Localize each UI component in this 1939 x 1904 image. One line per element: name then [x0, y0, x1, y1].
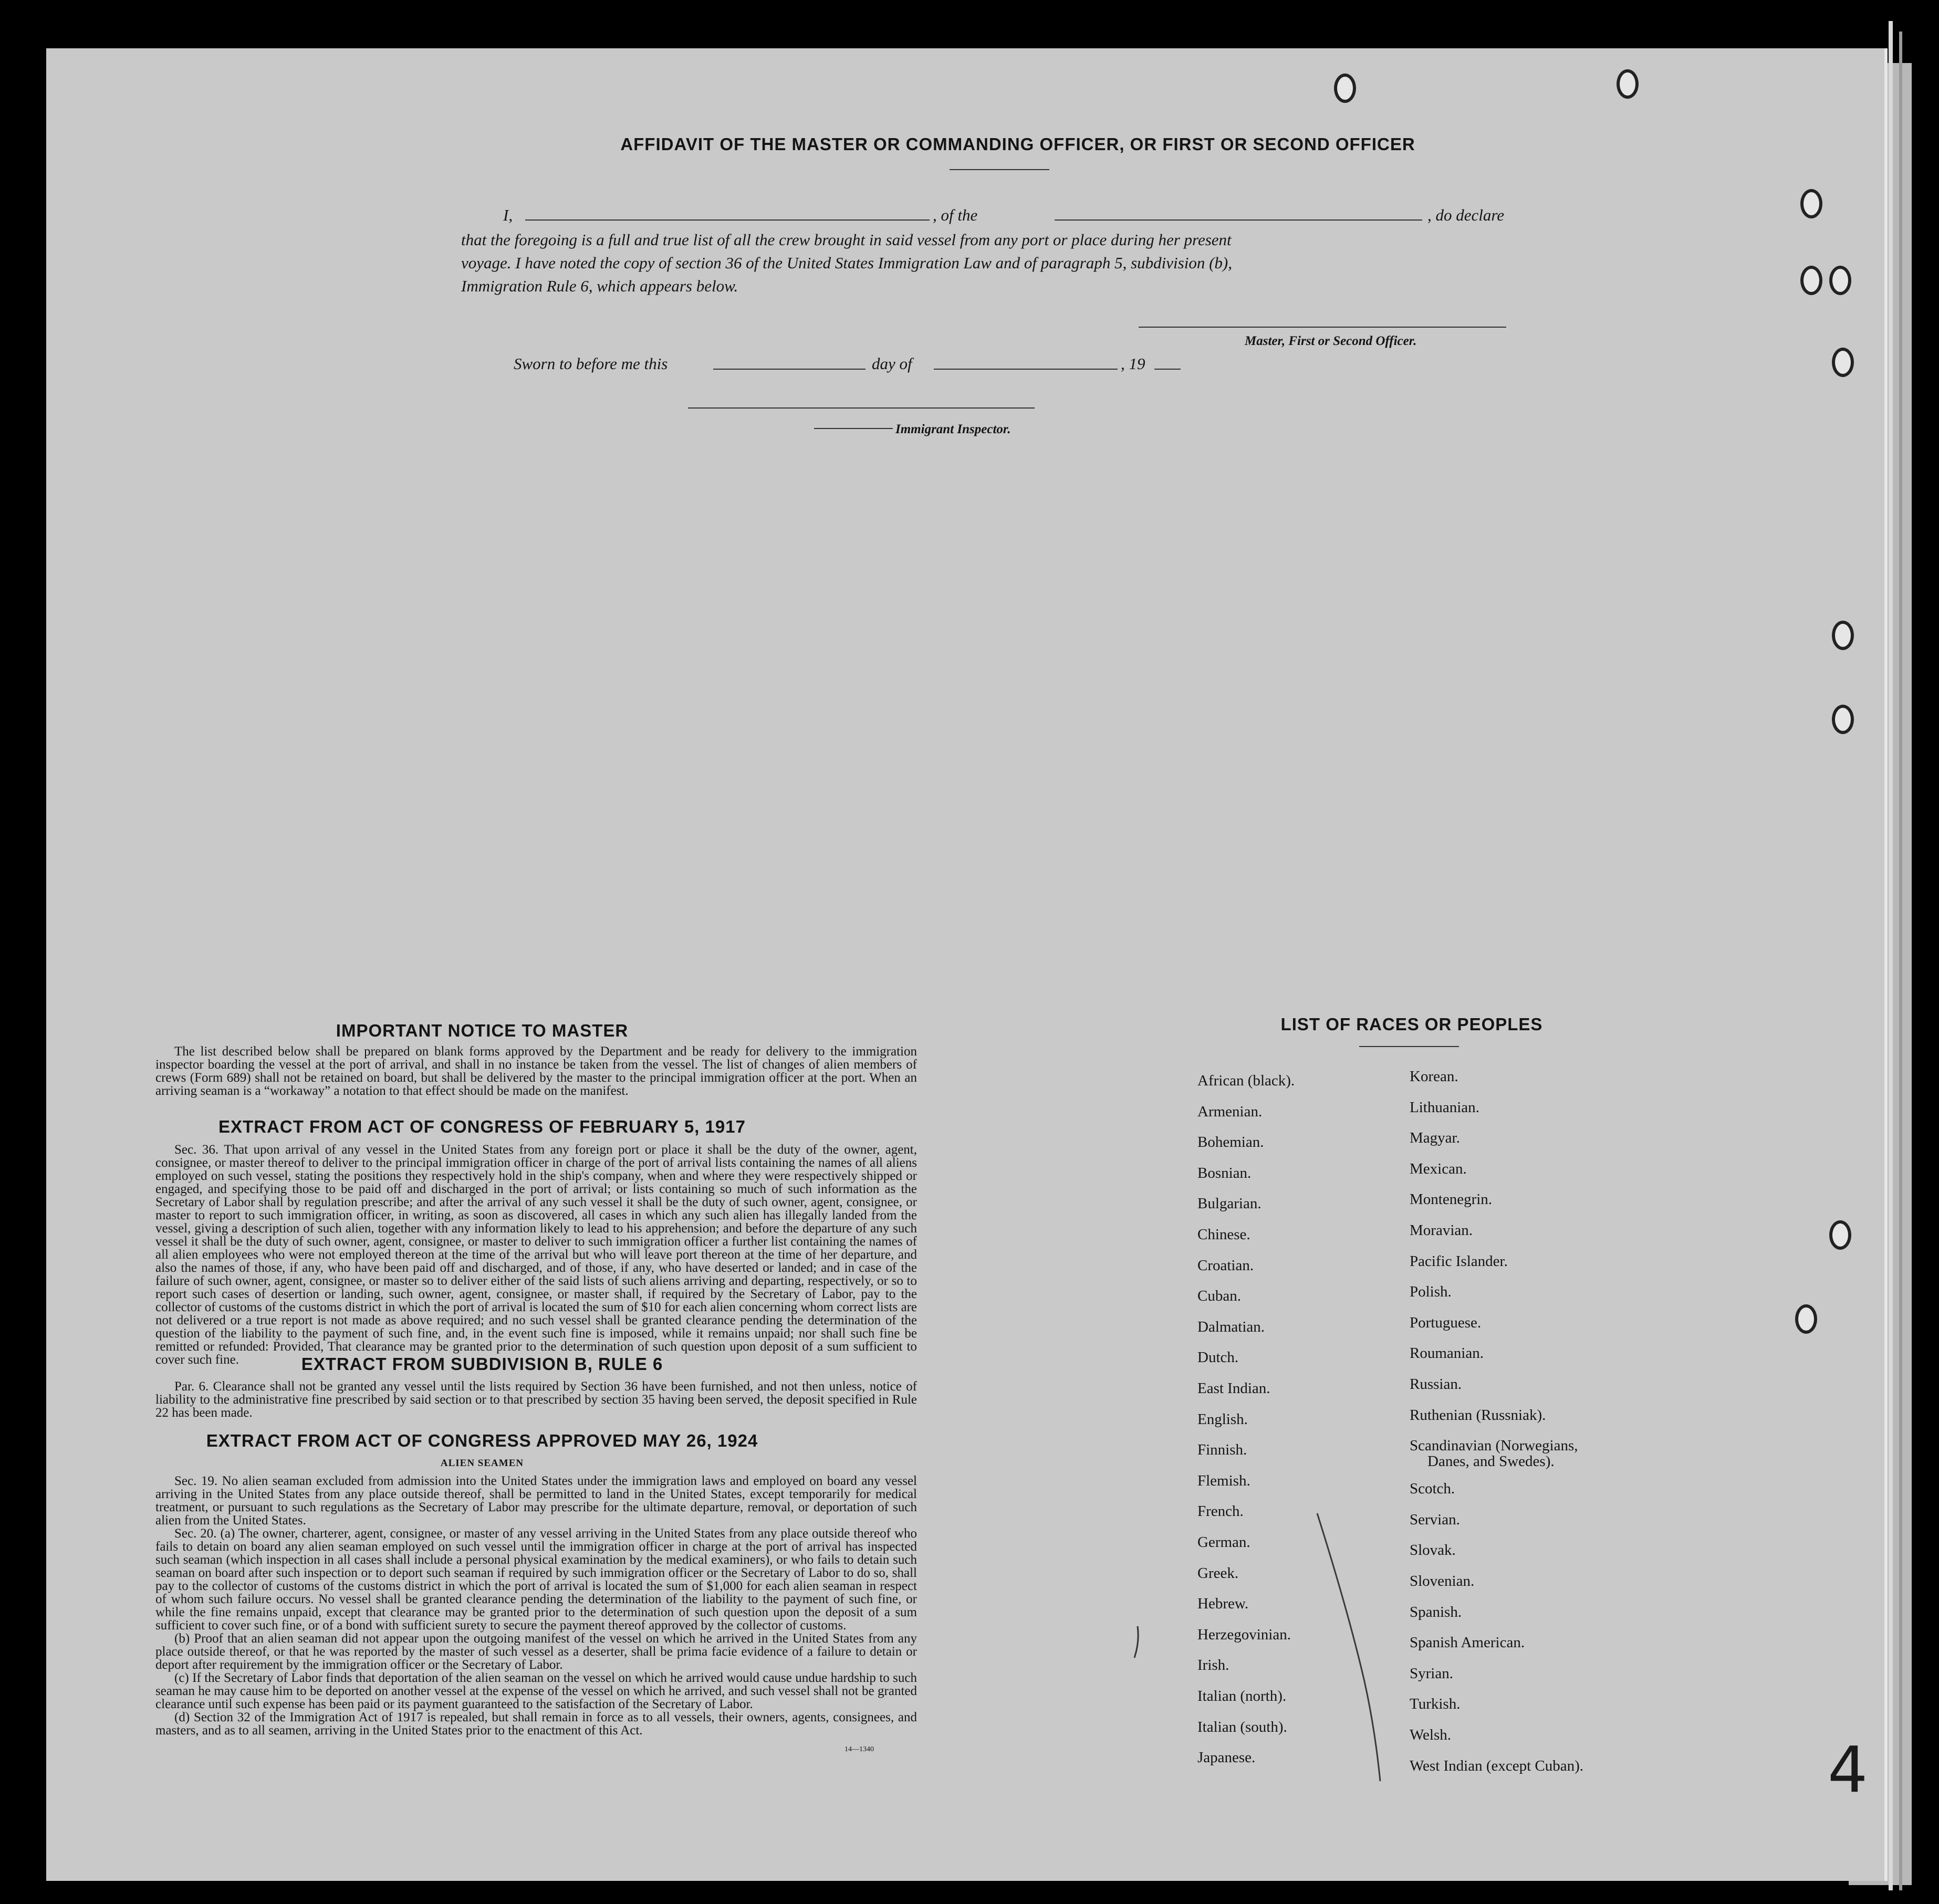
- race-item: Dutch.: [1197, 1349, 1239, 1366]
- master-label: Master, First or Second Officer.: [1245, 334, 1417, 348]
- race-item: English.: [1197, 1410, 1248, 1428]
- sworn-month-field[interactable]: [934, 369, 1118, 370]
- handwritten-stroke: [1301, 1508, 1406, 1786]
- binder-hole: [1795, 1304, 1817, 1334]
- race-item: Bohemian.: [1197, 1134, 1264, 1151]
- race-item: Welsh.: [1410, 1727, 1452, 1743]
- inspector-name-field[interactable]: [814, 428, 893, 429]
- extract-1924-body: [155, 1474, 917, 1737]
- binder-hole: [1617, 69, 1639, 99]
- race-item: Japanese.: [1197, 1749, 1256, 1766]
- race-item: Italian (north).: [1197, 1688, 1287, 1704]
- race-item: Lithuanian.: [1410, 1099, 1479, 1116]
- divider: [1359, 1046, 1459, 1047]
- handwritten-tick: [1128, 1624, 1144, 1660]
- race-item: Korean.: [1410, 1068, 1458, 1085]
- binder-hole: [1829, 1220, 1851, 1250]
- affidavit-line: that the foregoing is a full and true list of all the crew brought in said vessel from any port or place during her present: [461, 231, 1232, 249]
- name-field[interactable]: [525, 219, 930, 221]
- race-item: Polish.: [1410, 1283, 1452, 1301]
- affidavit-line: voyage. I have noted the copy of section 36 of the United States Immigration Law and of paragraph 5, subdivision (b),: [461, 254, 1232, 272]
- binder-hole: [1829, 266, 1851, 295]
- affidavit-of-the: , of the: [933, 206, 978, 224]
- race-item: Armenian.: [1197, 1103, 1263, 1120]
- day-of-label: day of: [872, 354, 912, 373]
- year-field[interactable]: [1154, 369, 1181, 370]
- race-item: Scandinavian (Norwegians,: [1410, 1437, 1578, 1455]
- sec-19-text: Sec. 19. No alien seaman excluded from admission into the United States under the immigration laws and employed on board any vessel arriving in the United States from any place outside thereof, shall be permitted to land in the United States, except temporarily for medical treatment, or pursuant to such regulations as the Secretary of Labor may prescribe for the ultimate departure, removal, or deportation of such alien from the United States.: [155, 1474, 917, 1528]
- race-item: Servian.: [1410, 1511, 1460, 1528]
- race-item: Russian.: [1410, 1376, 1462, 1393]
- race-item: Spanish American.: [1410, 1634, 1525, 1651]
- race-item: Montenegrin.: [1410, 1191, 1493, 1208]
- affidavit-do-declare: , do declare: [1427, 206, 1505, 224]
- race-item: Irish.: [1197, 1657, 1229, 1674]
- race-item: Ruthenian (Russniak).: [1410, 1406, 1546, 1424]
- binder-hole: [1800, 189, 1822, 218]
- race-item: Moravian.: [1410, 1222, 1473, 1239]
- race-item: Roumanian.: [1410, 1345, 1484, 1362]
- race-item: Spanish.: [1410, 1603, 1462, 1620]
- race-item: Bosnian.: [1197, 1164, 1252, 1181]
- race-item: German.: [1197, 1534, 1250, 1551]
- extract-1924-title: EXTRACT FROM ACT OF CONGRESS APPROVED MAY 26, 1924: [206, 1431, 758, 1450]
- races-title: LIST OF RACES OR PEOPLES: [1280, 1014, 1543, 1034]
- notice-title: IMPORTANT NOTICE TO MASTER: [336, 1021, 629, 1040]
- binder-hole: [1334, 74, 1356, 103]
- race-item: Italian (south).: [1197, 1718, 1287, 1735]
- extract-1917-text: Sec. 36. That upon arrival of any vessel in the United States from any foreign port or place it shall be the duty of the owner, agent, consignee, or master thereof to deliver to the principal immigration officer in charge of the port of arrival lists containing the names of all aliens employed on such vessel, stating the positions they respectively hold in the ship's company, when and where they were respectively shipped or engaged, and specifying those to be paid off and discharged in the port of arrival; or lists containing so much of such information as the Secretary of Labor shall by regulation prescribe; and after the arrival of any such vessel it shall be the duty of such owner, agent, consignee, or master to report to such immigration officer, in writing, as soon as discovered, all cases in which any such alien has illegally landed from the vessel, giving a description of such alien, together with any information likely to lead to his apprehension; and before the departure of any such vessel it shall be the duty of such owner, agent, consignee, or master to deliver to such immigration officer a further list containing the names of all alien employees who were not employed thereon at the time of the arrival but who will leave port thereon at the time of her departure, and also the names of those, if any, who have been paid off and discharged, and of those, if any, who have deserted or landed; and in case of the failure of such owner, agent, consignee, or master so to deliver either of the said lists of such aliens arriving and departing, respectively, or so to report such cases of desertion or landing, such owner, agent, consignee, or master shall, if required by the Secretary of Labor, pay to the collector of customs of the customs district in which the port of arrival is located the sum of $10 for each alien concerning whom correct lists are not delivered or a true report is not made as above required; and no such vessel shall be granted clearance pending the determination of the question of the liability to the payment of such fine, and, in the event such fine is imposed, while it remains unpaid; nor shall such fine be remitted or refunded: Provided, That clearance may be granted prior to the determination of such question upon deposit of a sum sufficient to cover such fine.: [155, 1143, 917, 1367]
- divider: [950, 169, 1049, 170]
- page-edge: [1889, 21, 1893, 1890]
- inspector-label: Immigrant Inspector.: [895, 422, 1011, 436]
- affidavit-line: Immigration Rule 6, which appears below.: [461, 277, 738, 295]
- race-item: Flemish.: [1197, 1472, 1250, 1489]
- binder-hole: [1832, 705, 1854, 734]
- vessel-field[interactable]: [1055, 219, 1422, 221]
- race-item: Chinese.: [1197, 1226, 1250, 1243]
- race-item: Magyar.: [1410, 1129, 1460, 1147]
- race-item: East Indian.: [1197, 1380, 1270, 1397]
- binder-hole: [1832, 348, 1854, 377]
- race-item: Finnish.: [1197, 1441, 1247, 1459]
- race-item: West Indian (except Cuban).: [1410, 1757, 1584, 1774]
- race-item: Portuguese.: [1410, 1314, 1482, 1331]
- race-item: Greek.: [1197, 1564, 1239, 1582]
- inspector-signature-field[interactable]: [688, 407, 1035, 409]
- alien-seamen-subtitle: ALIEN SEAMEN: [440, 1458, 524, 1469]
- race-item: Pacific Islander.: [1410, 1252, 1508, 1270]
- race-item: Turkish.: [1410, 1696, 1461, 1713]
- sworn-label: Sworn to before me this: [514, 354, 668, 373]
- race-item: African (black).: [1197, 1072, 1295, 1089]
- form-number: 14—1340: [845, 1745, 874, 1753]
- sec-20c-text: (c) If the Secretary of Labor finds that deportation of the alien seaman on the vessel on which he arrived would cause undue hardship to such seaman he may cause him to be deported on another vessel at the expense of the vessel on which he arrived, and such vessel shall not be granted clearance until such expense has been paid or its payment guaranteed to the satisfaction of the Secretary of Labor.: [155, 1671, 917, 1711]
- race-item: Danes, and Swedes).: [1427, 1453, 1555, 1470]
- page-edge: [1899, 32, 1902, 1890]
- race-item: Croatian.: [1197, 1257, 1254, 1274]
- sec-20b-text: (b) Proof that an alien seaman did not appear upon the outgoing manifest of the vessel on which he arrived in the United States from any place outside thereof, or that he was reported by the master of such vessel as a deserter, shall be prima facie evidence of a failure to detain or deport after requirement by the immigration officer or the Secretary of Labor.: [155, 1631, 917, 1672]
- year-label: , 19: [1121, 354, 1145, 373]
- sec-20d-text: (d) Section 32 of the Immigration Act of 1917 is repealed, but shall remain in force as to all vessels, their owners, agents, consignees, and masters, and as to all seamen, arriving in the United States prior to the enactment of this Act.: [155, 1710, 917, 1738]
- race-item: Herzegovinian.: [1197, 1626, 1291, 1643]
- race-item: Mexican.: [1410, 1160, 1467, 1177]
- binder-hole: [1832, 621, 1854, 650]
- sworn-day-field[interactable]: [713, 369, 866, 370]
- race-item: Slovenian.: [1410, 1573, 1475, 1589]
- master-signature-field[interactable]: [1139, 327, 1506, 328]
- race-item: Slovak.: [1410, 1542, 1456, 1559]
- race-item: Scotch.: [1410, 1480, 1455, 1498]
- race-item: Hebrew.: [1197, 1595, 1249, 1613]
- margin-mark: 4: [1828, 1734, 1868, 1807]
- extract-rule6-text: Par. 6. Clearance shall not be granted any vessel until the lists required by Section 36 have been furnished, and not then unless, notice of liability to the administrative fine prescribed by said section or to that prescribed by section 35 having been served, the deposit specified in Rule 22 has been made.: [155, 1379, 917, 1420]
- manifest-page: [46, 48, 1888, 1881]
- race-item: Bulgarian.: [1197, 1195, 1262, 1212]
- affidavit-i: I,: [503, 206, 513, 224]
- extract-1917-title: EXTRACT FROM ACT OF CONGRESS OF FEBRUARY 5, 1917: [218, 1117, 746, 1136]
- notice-text: The list described below shall be prepared on blank forms approved by the Department and be ready for delivery to the immigration inspector boarding the vessel at the port of arrival, and shall in no instance be taken from the vessel. The list of changes of alien members of crews (Form 689) shall not be retained on board, but shall be delivered by the master to the principal immigration officer at the port. When an arriving seaman is a “workaway” a notation to that effect should be made on the manifest.: [155, 1044, 917, 1098]
- race-item: Cuban.: [1197, 1288, 1241, 1305]
- race-item: French.: [1197, 1503, 1244, 1520]
- binder-hole: [1800, 266, 1822, 295]
- affidavit-body: [461, 228, 1533, 298]
- race-item: Syrian.: [1410, 1665, 1453, 1682]
- race-item: Dalmatian.: [1197, 1318, 1265, 1335]
- extract-rule6-title: EXTRACT FROM SUBDIVISION B, RULE 6: [301, 1354, 663, 1374]
- affidavit-title: AFFIDAVIT OF THE MASTER OR COMMANDING OFFICER, OR FIRST OR SECOND OFFICER: [620, 134, 1415, 154]
- sec-20a-text: Sec. 20. (a) The owner, charterer, agent, consignee, or master of any vessel arriving in the United States from any place outside thereof who fails to detain on board any alien seaman employed on such vessel until the immigration officer in charge at the port of arrival has inspected such seaman (which inspection in all cases shall include a personal physical examination by the medical examiners), or who fails to detain such seaman on board after such inspection or to deport such seaman if required by such immigration officer or the Secretary of Labor to do so, shall pay to the collector of customs of the customs district in which the port of arrival is located the sum of $1,000 for each alien seaman in respect of whom such failure occurs. No vessel shall be granted clearance pending the determination of the liability to the payment of such fine, or while the fine remains unpaid, except that clearance may be granted prior to the determination of such question upon the deposit of a sum sufficient to cover such fine, or of a bond with sufficient surety to secure the payment thereof approved by the collector of customs.: [155, 1526, 917, 1633]
